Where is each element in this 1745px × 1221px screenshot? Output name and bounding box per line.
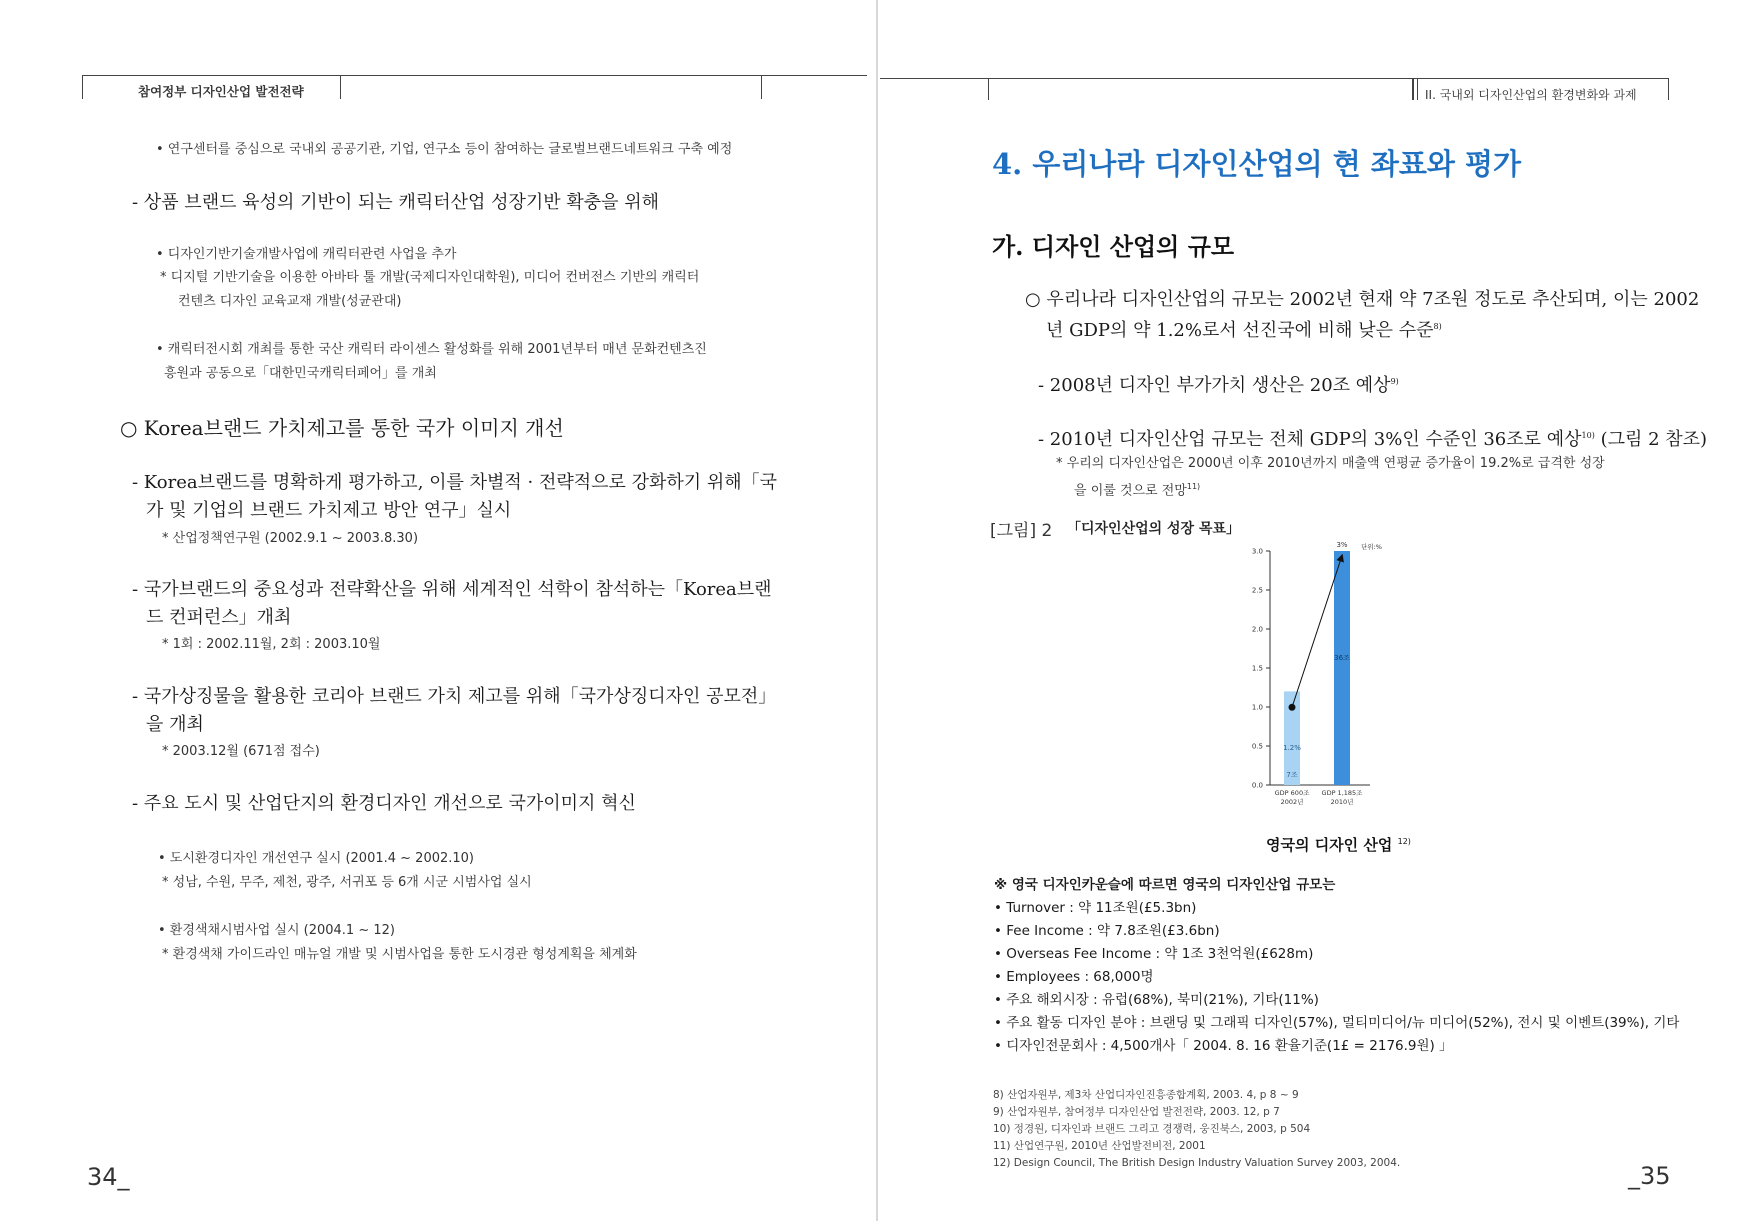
dash-item-cont: 드 컨퍼런스」개최 [146, 607, 292, 628]
uk-box-item: • 주요 활동 디자인 분야 : 브랜딩 및 그래픽 디자인(57%), 멀티미디어/뉴 미디어(52%), 전시 및 이벤트(39%), 기타 [994, 1015, 1680, 1031]
footnote: 9) 산업자원부, 참여정부 디자인산업 발전전략, 2003. 12, p 7 [993, 1106, 1280, 1118]
note-item: * 환경색채 가이드라인 매뉴얼 개발 및 시범사업을 통한 도시경관 형성계획을 체계화 [162, 947, 637, 962]
unit-label: 단위:% [1361, 543, 1382, 551]
bullet-item-cont: 흥원과 공동으로「대한민국캐릭터페어」를 개최 [164, 366, 437, 381]
header-tick [1668, 78, 1669, 100]
dash-item-cont: 가 및 기업의 브랜드 가치제고 방안 연구」실시 [146, 500, 512, 521]
dash-item: - 2010년 디자인산업 규모는 전체 GDP의 3%인 수준인 36조로 예상$^{10)}$ (그림 2 참조) [1038, 429, 1708, 450]
bullet-item: • 연구센터를 중심으로 국내외 공공기관, 기업, 연구소 등이 참여하는 글로벌브랜드네트워크 구축 예정 [156, 142, 733, 157]
header-rule [82, 75, 867, 76]
uk-box-item: • Turnover : 약 11조원(£5.3bn) [994, 900, 1197, 916]
y-tick-label: 0.5 [1251, 742, 1263, 751]
header-tick [1412, 78, 1413, 100]
bullet-item: • 캐릭터전시회 개최를 통한 국산 캐릭터 라이센스 활성화를 위해 2001년부터 매년 문화컨텐츠진 [156, 342, 707, 357]
note-item: * 디지털 기반기술을 이용한 아바타 툴 개발(국제디자인대학원), 미디어 컨버전스 기반의 캐릭터 [160, 270, 700, 285]
uk-box-item: • Overseas Fee Income : 약 1조 3천억원(£628m) [994, 946, 1314, 962]
dash-item: - Korea브랜드를 명확하게 평가하고, 이를 차별적 · 전략적으로 강화하기 위해「국 [132, 472, 778, 493]
note-item-cont: 컨텐츠 디자인 교육교재 개발(성균관대) [178, 294, 402, 309]
dash-item: - 주요 도시 및 산업단지의 환경디자인 개선으로 국가이미지 혁신 [132, 793, 636, 814]
dash-item-cont: 을 개최 [146, 714, 204, 735]
running-header: 참여정부 디자인산업 발전전략 [138, 84, 304, 99]
dash-item: - 국가상징물을 활용한 코리아 브랜드 가치 제고를 위해「국가상징디자인 공모전」 [132, 686, 777, 707]
uk-box-item: • Fee Income : 약 7.8조원(£3.6bn) [994, 923, 1220, 939]
page-number: _35 [1628, 1162, 1671, 1190]
bullet-item: • 도시환경디자인 개선연구 실시 (2001.4 ~ 2002.10) [158, 851, 474, 866]
bar-value-label: 3% [1336, 541, 1348, 549]
y-tick-label: 1.0 [1251, 703, 1263, 712]
figure-title: 「디자인산업의 성장 목표」 [1067, 521, 1240, 537]
uk-box-item: • 주요 해외시장 : 유럽(68%), 북미(21%), 기타(11%) [994, 992, 1319, 1008]
header-tick [82, 75, 83, 99]
header-rule [880, 78, 1668, 79]
bullet-item: • 환경색채시범사업 실시 (2004.1 ~ 12) [158, 923, 395, 938]
note-item: * 1회 : 2002.11월, 2회 : 2003.10월 [162, 637, 381, 652]
dash-item: - 상품 브랜드 육성의 기반이 되는 캐릭터산업 성장기반 확충을 위해 [132, 192, 660, 213]
start-point [1289, 704, 1296, 711]
note-item: * 우리의 디자인산업은 2000년 이후 2010년까지 매출액 연평균 증가율이 19.2%로 급격한 성장 [1056, 456, 1605, 471]
right-page [880, 0, 1745, 1221]
y-tick-label: 0.0 [1251, 781, 1263, 790]
bar-inner-label: 7조 [1286, 771, 1298, 780]
running-header: II. 국내외 디자인산업의 환경변화와 과제 [1425, 88, 1637, 102]
y-tick-label: 2.0 [1251, 625, 1263, 634]
note-item-cont: 을 이룰 것으로 전망$^{11)}$ [1074, 482, 1201, 499]
circle-paragraph: ○ 우리나라 디자인산업의 규모는 2002년 현재 약 7조원 정도로 추산되며, 이는 2002 [1025, 289, 1700, 310]
footnote: 11) 산업연구원, 2010년 산업발전비전, 2001 [993, 1140, 1206, 1152]
header-tick [761, 75, 762, 99]
footnotes [993, 1087, 1400, 1172]
note-item: * 2003.12월 (671점 접수) [162, 744, 320, 759]
uk-heading: 영국의 디자인 산업 $^{12)}$ [1266, 836, 1411, 854]
bar-inner-label: 36조 [1334, 654, 1350, 663]
circle-heading: ○ Korea브랜드 가치제고를 통한 국가 이미지 개선 [120, 416, 564, 440]
circle-paragraph-cont: 년 GDP의 약 1.2%로서 선진국에 비해 낮은 수준$^{8)}$ [1046, 320, 1442, 341]
uk-info-box [994, 874, 1714, 1058]
uk-box-item: • Employees : 68,000명 [994, 969, 1154, 985]
header-tick [1413, 78, 1414, 100]
dash-item: - 2008년 디자인 부가가치 생산은 20조 예상$^{9)}$ [1038, 375, 1399, 396]
section-title: 4. 우리나라 디자인산업의 현 좌표와 평가 [992, 147, 1521, 181]
bar [1334, 551, 1350, 785]
y-tick-label: 2.5 [1251, 586, 1263, 595]
header-tick [988, 78, 989, 100]
y-tick-label: 3.0 [1251, 547, 1263, 556]
x-tick-label-year: 2002년 [1280, 798, 1304, 806]
growth-chart [1230, 535, 1390, 810]
uk-box-item: • 디자인전문회사 : 4,500개사「 2004. 8. 16 환율기준(1£ = 2176.9원) 」 [994, 1038, 1453, 1054]
header-tick [340, 75, 341, 99]
note-item: * 산업정책연구원 (2002.9.1 ~ 2003.8.30) [162, 531, 419, 546]
x-tick-label: GDP 1,185조 [1321, 789, 1363, 797]
header-tick [1417, 78, 1418, 100]
x-tick-label-year: 2010년 [1330, 798, 1354, 806]
footnote: 12) Design Council, The British Design Industry Valuation Survey 2003, 2004. [993, 1157, 1401, 1169]
dash-item: - 국가브랜드의 중요성과 전략확산을 위해 세계적인 석학이 참석하는「Korea브랜 [132, 579, 772, 600]
footnote: 10) 정경원, 디자인과 브랜드 그리고 경쟁력, 웅진북스, 2003, p 504 [993, 1123, 1311, 1135]
bar-value-label: 1.2% [1283, 743, 1301, 752]
note-item: * 성남, 수원, 무주, 제천, 광주, 서귀포 등 6개 시군 시범사업 실시 [162, 875, 532, 890]
footnote: 8) 산업자원부, 제3차 산업디자인진흥종합계획, 2003. 4, p 8 ~ 9 [993, 1089, 1299, 1101]
page-gutter [876, 0, 878, 1221]
bullet-item: • 디자인기반기술개발사업에 캐릭터관련 사업을 추가 [156, 247, 457, 262]
uk-box-title: ※ 영국 디자인카운슬에 따르면 영국의 디자인산업 규모는 [994, 877, 1336, 893]
subsection-title: 가. 디자인 산업의 규모 [992, 232, 1235, 261]
figure-label: [그림] 2 [990, 521, 1053, 541]
x-tick-label: GDP 600조 [1274, 789, 1310, 797]
y-tick-label: 1.5 [1251, 664, 1263, 673]
page-number: 34_ [87, 1163, 130, 1191]
